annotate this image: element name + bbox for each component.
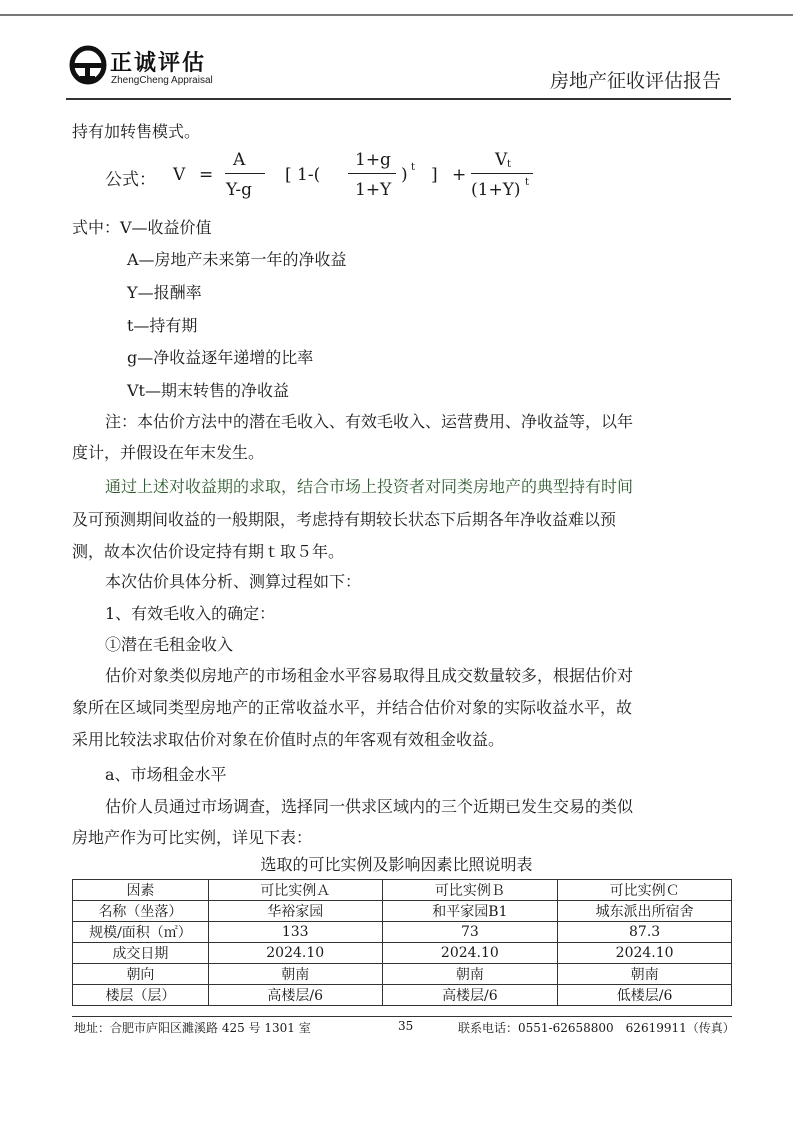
table-row: [73, 901, 732, 922]
table-cell: 133: [208, 922, 382, 943]
table-cell: 城东派出所宿舍: [558, 901, 732, 922]
para-rent-line-2: 象所在区域同类型房地产的正常收益水平，并结合估价对象的实际收益水平，故: [72, 698, 633, 717]
formula-rbracket: ]: [431, 165, 438, 185]
table-cell: 低楼层/6: [558, 985, 732, 1006]
table-cell: 朝向: [73, 964, 209, 985]
process-intro: 本次估价具体分析、测算过程如下：: [105, 572, 362, 591]
formula-num3: V: [495, 150, 508, 170]
formula-block: [105, 145, 575, 207]
para-holding-line-3: 测，故本次估价设定持有期ｔ取５年。: [72, 542, 345, 561]
fraction-bar-1: [225, 173, 265, 174]
note-line-2: 度计，并假设在年末发生。: [72, 443, 265, 462]
table-header-cell: 因素: [73, 880, 209, 901]
table-cell: 朝南: [382, 964, 558, 985]
para-rent-line-3: 采用比较法求取估价对象在价值时点的年客观有效租金收益。: [72, 730, 505, 749]
table-row: [73, 964, 732, 985]
table-header-cell: 可比实例Ｂ: [382, 880, 558, 901]
table-cell: 87.3: [558, 922, 732, 943]
formula-plus: +: [452, 165, 467, 185]
table-row: [73, 922, 732, 943]
table-cell: 2024.10: [208, 943, 382, 964]
table-header-cell: 可比实例Ａ: [208, 880, 382, 901]
formula-def-y: Y—报酬率: [127, 283, 202, 302]
table-cell: 规模/面积（㎡）: [73, 922, 209, 943]
para-rent-line-1: 估价对象类似房地产的市场租金水平容易取得且成交数量较多，根据估价对: [105, 666, 634, 685]
subsection-heading-1: ①潜在毛租金收入: [105, 635, 234, 654]
logo-english-name: ZhengCheng Appraisal: [111, 75, 213, 86]
fraction-bar-3: [471, 173, 533, 174]
comparables-table: [72, 879, 732, 1006]
para-holding-line-2: 及可预测期间收益的一般期限，考虑持有期较长状态下后期各年净收益难以预: [72, 510, 617, 529]
fraction-bar-2: [348, 173, 396, 174]
formula-close: ): [401, 165, 408, 185]
footer-contact: 联系电话：0551-62658800 62619911（传真）: [458, 1021, 735, 1035]
table-row: [73, 985, 732, 1006]
formula-lhs: V: [173, 165, 186, 185]
table-cell: 73: [382, 922, 558, 943]
para-survey-line-1: 估价人员通过市场调查，选择同一供求区域内的三个近期已发生交易的类似: [105, 797, 634, 816]
formula-def-vt: Vt—期末转售的净收益: [127, 381, 289, 400]
formula-def-a: A—房地产未来第一年的净收益: [127, 250, 347, 269]
intro-line: 持有加转售模式。: [72, 122, 201, 141]
formula-den1: Y-g: [226, 180, 252, 200]
formula-num1: A: [233, 150, 246, 170]
header-divider: [66, 98, 731, 100]
formula-exp: t: [411, 162, 416, 173]
formula-def-t: t—持有期: [127, 316, 198, 335]
table-cell: 2024.10: [558, 943, 732, 964]
footer-address: 地址：合肥市庐阳区濉溪路 425 号 1301 室: [74, 1021, 311, 1035]
table-cell: 2024.10: [382, 943, 558, 964]
table-caption: 选取的可比实例及影响因素比照说明表: [260, 855, 533, 874]
table-row: [73, 943, 732, 964]
table-cell: 高楼层/6: [208, 985, 382, 1006]
formula-where: 式中：V—收益价值: [72, 218, 212, 237]
page-number: 35: [398, 1019, 414, 1033]
table-header-row: [73, 880, 732, 901]
footer-divider: [72, 1016, 732, 1017]
formula-def-g: g—净收益逐年递增的比率: [127, 348, 314, 367]
formula-equals: =: [199, 165, 214, 185]
para-survey-line-2: 房地产作为可比实例，详见下表：: [72, 828, 313, 847]
report-title: 房地产征收评估报告: [549, 70, 721, 92]
logo-mark-icon: [68, 44, 108, 88]
formula-open: [ 1-(: [285, 165, 321, 185]
table-cell: 华裕家园: [208, 901, 382, 922]
logo-chinese-name: 正诚评估: [110, 51, 207, 76]
formula-den3: (1+Y): [471, 180, 521, 200]
formula-num2: 1+g: [355, 150, 391, 170]
company-logo: [68, 44, 258, 92]
table-header-cell: 可比实例Ｃ: [558, 880, 732, 901]
subsection-heading-a: a、市场租金水平: [105, 765, 227, 784]
note-line-1: 注：本估价方法中的潜在毛收入、有效毛收入、运营费用、净收益等，以年: [105, 412, 634, 431]
table-cell: 朝南: [558, 964, 732, 985]
table-cell: 名称（坐落）: [73, 901, 209, 922]
table-cell: 和平家园B1: [382, 901, 558, 922]
table-cell: 朝南: [208, 964, 382, 985]
formula-den2: 1+Y: [355, 180, 392, 200]
formula-label: 公式：: [105, 170, 156, 190]
section-heading-1: 1、有效毛收入的确定：: [105, 604, 276, 623]
top-border-line: [0, 14, 793, 16]
table-cell: 楼层（层）: [73, 985, 209, 1006]
table-cell: 成交日期: [73, 943, 209, 964]
formula-den3-exp: t: [525, 177, 530, 188]
table-cell: 高楼层/6: [382, 985, 558, 1006]
formula-num3-sub: t: [507, 159, 512, 170]
para-holding-line-1: 通过上述对收益期的求取，结合市场上投资者对同类房地产的典型持有时间: [105, 477, 634, 496]
